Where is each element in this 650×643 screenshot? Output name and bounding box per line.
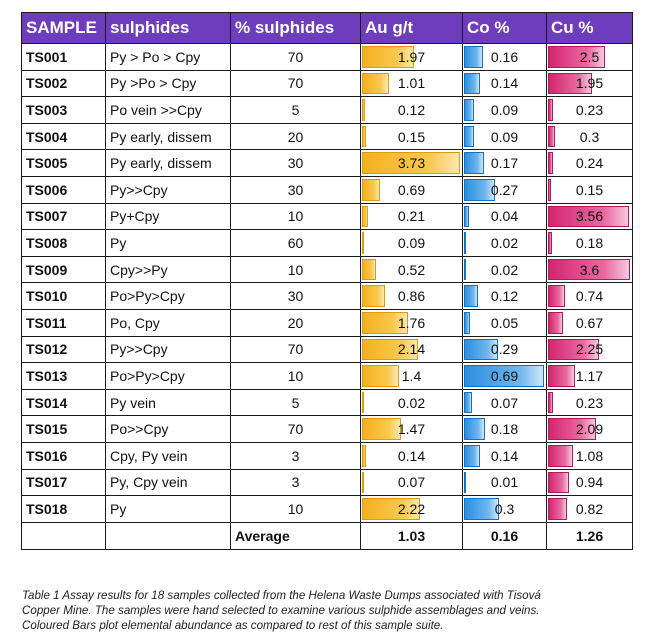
sulphide-assemblage: Py >Po > Cpy bbox=[106, 70, 231, 97]
cu-value: 0.82 bbox=[575, 500, 604, 517]
co-value: 0.69 bbox=[490, 367, 519, 384]
cu-value: 0.3 bbox=[579, 128, 600, 145]
co-value: 0.02 bbox=[490, 261, 519, 278]
co-cell bbox=[463, 203, 547, 230]
co-cell bbox=[463, 469, 547, 496]
co-cell bbox=[463, 416, 547, 443]
table-row bbox=[22, 70, 633, 97]
co-value: 0.04 bbox=[490, 208, 519, 225]
au-value: 0.02 bbox=[397, 394, 426, 411]
sulphide-assemblage: Py+Cpy bbox=[106, 203, 231, 230]
au-value: 0.52 bbox=[397, 261, 426, 278]
caption-line-1: Table 1 Assay results for 18 samples collected from the Helena Waste Dumps associated with Tisová bbox=[22, 589, 541, 602]
sulphide-assemblage: Po vein >>Cpy bbox=[106, 97, 231, 124]
sample-id: TS018 bbox=[22, 496, 106, 523]
table-row bbox=[22, 150, 633, 177]
sample-id: TS001 bbox=[22, 44, 106, 71]
sulphide-assemblage: Cpy, Py vein bbox=[106, 442, 231, 469]
average-au: 1.03 bbox=[361, 522, 463, 549]
table-row bbox=[22, 469, 633, 496]
co-value: 0.12 bbox=[490, 288, 519, 305]
co-cell bbox=[463, 44, 547, 71]
sulphide-assemblage: Po>Py>Cpy bbox=[106, 283, 231, 310]
co-value: 0.18 bbox=[490, 421, 519, 438]
co-cell bbox=[463, 150, 547, 177]
au-value: 1.4 bbox=[401, 367, 422, 384]
table-row bbox=[22, 203, 633, 230]
pct-sulphides: 3 bbox=[231, 469, 361, 496]
sample-id: TS016 bbox=[22, 442, 106, 469]
pct-sulphides: 70 bbox=[231, 70, 361, 97]
cu-value: 0.24 bbox=[575, 155, 604, 172]
cu-cell bbox=[547, 389, 633, 416]
pct-sulphides: 10 bbox=[231, 363, 361, 390]
au-value: 0.15 bbox=[397, 128, 426, 145]
au-cell bbox=[361, 256, 463, 283]
table-row bbox=[22, 442, 633, 469]
au-value: 0.69 bbox=[397, 181, 426, 198]
cu-cell bbox=[547, 496, 633, 523]
cu-cell bbox=[547, 123, 633, 150]
sulphide-assemblage: Py vein bbox=[106, 389, 231, 416]
sample-id: TS010 bbox=[22, 283, 106, 310]
sample-id: TS012 bbox=[22, 336, 106, 363]
cu-cell bbox=[547, 44, 633, 71]
cu-value: 0.67 bbox=[575, 314, 604, 331]
au-value: 1.97 bbox=[397, 48, 426, 65]
cu-cell bbox=[547, 97, 633, 124]
au-cell bbox=[361, 442, 463, 469]
au-value: 1.01 bbox=[397, 75, 426, 92]
pct-sulphides: 5 bbox=[231, 389, 361, 416]
table-row bbox=[22, 363, 633, 390]
pct-sulphides: 20 bbox=[231, 123, 361, 150]
sulphide-assemblage: Py > Po > Cpy bbox=[106, 44, 231, 71]
table-caption bbox=[22, 588, 632, 633]
sample-id: TS015 bbox=[22, 416, 106, 443]
au-value: 0.14 bbox=[397, 447, 426, 464]
assay-table-container bbox=[21, 12, 632, 550]
co-cell bbox=[463, 336, 547, 363]
co-cell bbox=[463, 283, 547, 310]
au-cell bbox=[361, 44, 463, 71]
table-row bbox=[22, 309, 633, 336]
cu-cell bbox=[547, 469, 633, 496]
table-row bbox=[22, 336, 633, 363]
cu-value: 1.17 bbox=[575, 367, 604, 384]
sample-id: TS008 bbox=[22, 230, 106, 257]
co-value: 0.05 bbox=[490, 314, 519, 331]
cu-value: 2.5 bbox=[579, 48, 600, 65]
co-value: 0.17 bbox=[490, 155, 519, 172]
table-row bbox=[22, 97, 633, 124]
pct-sulphides: 30 bbox=[231, 176, 361, 203]
cu-cell bbox=[547, 230, 633, 257]
table-row bbox=[22, 256, 633, 283]
sulphide-assemblage: Py>>Cpy bbox=[106, 176, 231, 203]
table-row bbox=[22, 416, 633, 443]
cu-value: 0.15 bbox=[575, 181, 604, 198]
cu-cell bbox=[547, 70, 633, 97]
pct-sulphides: 70 bbox=[231, 336, 361, 363]
header-au: Au g/t bbox=[361, 13, 463, 44]
sulphide-assemblage: Cpy>>Py bbox=[106, 256, 231, 283]
cu-value: 0.23 bbox=[575, 101, 604, 118]
cu-value: 0.18 bbox=[575, 234, 604, 251]
co-cell bbox=[463, 256, 547, 283]
co-cell bbox=[463, 496, 547, 523]
sulphide-assemblage: Py bbox=[106, 230, 231, 257]
au-cell bbox=[361, 70, 463, 97]
cu-value: 2.09 bbox=[575, 421, 604, 438]
pct-sulphides: 20 bbox=[231, 309, 361, 336]
sample-id: TS006 bbox=[22, 176, 106, 203]
co-cell bbox=[463, 176, 547, 203]
cu-cell bbox=[547, 416, 633, 443]
header-sulphides: sulphides bbox=[106, 13, 231, 44]
au-cell bbox=[361, 389, 463, 416]
cu-value: 0.94 bbox=[575, 474, 604, 491]
cu-value: 3.56 bbox=[575, 208, 604, 225]
au-value: 3.73 bbox=[397, 155, 426, 172]
sulphide-assemblage: Po, Cpy bbox=[106, 309, 231, 336]
sample-id: TS013 bbox=[22, 363, 106, 390]
pct-sulphides: 3 bbox=[231, 442, 361, 469]
co-cell bbox=[463, 97, 547, 124]
cu-cell bbox=[547, 150, 633, 177]
table-row bbox=[22, 123, 633, 150]
header-cu: Cu % bbox=[547, 13, 633, 44]
co-value: 0.09 bbox=[490, 101, 519, 118]
average-row bbox=[22, 522, 633, 549]
cu-value: 1.95 bbox=[575, 75, 604, 92]
average-label: Average bbox=[231, 522, 361, 549]
cu-value: 1.08 bbox=[575, 447, 604, 464]
au-cell bbox=[361, 336, 463, 363]
au-cell bbox=[361, 230, 463, 257]
au-cell bbox=[361, 150, 463, 177]
sulphide-assemblage: Py early, dissem bbox=[106, 150, 231, 177]
au-value: 2.14 bbox=[397, 341, 426, 358]
co-value: 0.16 bbox=[490, 48, 519, 65]
cu-value: 2.25 bbox=[575, 341, 604, 358]
pct-sulphides: 5 bbox=[231, 97, 361, 124]
caption-line-2: Copper Mine. The samples were hand selected to examine various sulphide assemblages and veins. bbox=[22, 604, 540, 617]
au-cell bbox=[361, 203, 463, 230]
pct-sulphides: 10 bbox=[231, 256, 361, 283]
pct-sulphides: 10 bbox=[231, 203, 361, 230]
average-co: 0.16 bbox=[463, 522, 547, 549]
table-row bbox=[22, 176, 633, 203]
pct-sulphides: 30 bbox=[231, 283, 361, 310]
co-cell bbox=[463, 230, 547, 257]
au-value: 0.86 bbox=[397, 288, 426, 305]
au-cell bbox=[361, 416, 463, 443]
average-cu: 1.26 bbox=[547, 522, 633, 549]
au-cell bbox=[361, 97, 463, 124]
pct-sulphides: 70 bbox=[231, 44, 361, 71]
au-value: 1.47 bbox=[397, 421, 426, 438]
sample-id: TS004 bbox=[22, 123, 106, 150]
co-value: 0.14 bbox=[490, 75, 519, 92]
pct-sulphides: 10 bbox=[231, 496, 361, 523]
sulphide-assemblage: Po>>Cpy bbox=[106, 416, 231, 443]
avg-empty-2 bbox=[106, 522, 231, 549]
sample-id: TS007 bbox=[22, 203, 106, 230]
table-row bbox=[22, 389, 633, 416]
pct-sulphides: 60 bbox=[231, 230, 361, 257]
cu-cell bbox=[547, 309, 633, 336]
co-value: 0.09 bbox=[490, 128, 519, 145]
sulphide-assemblage: Py bbox=[106, 496, 231, 523]
table-row bbox=[22, 230, 633, 257]
au-cell bbox=[361, 496, 463, 523]
au-cell bbox=[361, 363, 463, 390]
assay-table bbox=[21, 12, 633, 550]
table-row bbox=[22, 283, 633, 310]
co-value: 0.29 bbox=[490, 341, 519, 358]
sample-id: TS003 bbox=[22, 97, 106, 124]
cu-cell bbox=[547, 256, 633, 283]
co-cell bbox=[463, 309, 547, 336]
au-cell bbox=[361, 469, 463, 496]
au-value: 0.07 bbox=[397, 474, 426, 491]
co-cell bbox=[463, 70, 547, 97]
au-value: 2.22 bbox=[397, 500, 426, 517]
table-row bbox=[22, 496, 633, 523]
cu-cell bbox=[547, 176, 633, 203]
table-body bbox=[22, 44, 633, 523]
sample-id: TS011 bbox=[22, 309, 106, 336]
avg-empty-1 bbox=[22, 522, 106, 549]
cu-value: 0.23 bbox=[575, 394, 604, 411]
cu-value: 0.74 bbox=[575, 288, 604, 305]
au-value: 0.12 bbox=[397, 101, 426, 118]
pct-sulphides: 30 bbox=[231, 150, 361, 177]
table-row bbox=[22, 44, 633, 71]
sample-id: TS002 bbox=[22, 70, 106, 97]
cu-cell bbox=[547, 336, 633, 363]
co-value: 0.02 bbox=[490, 234, 519, 251]
co-cell bbox=[463, 123, 547, 150]
sample-id: TS005 bbox=[22, 150, 106, 177]
cu-value: 3.6 bbox=[579, 261, 600, 278]
co-cell bbox=[463, 363, 547, 390]
sample-id: TS014 bbox=[22, 389, 106, 416]
co-value: 0.01 bbox=[490, 474, 519, 491]
header-co: Co % bbox=[463, 13, 547, 44]
co-cell bbox=[463, 389, 547, 416]
au-cell bbox=[361, 176, 463, 203]
pct-sulphides: 70 bbox=[231, 416, 361, 443]
cu-cell bbox=[547, 363, 633, 390]
sulphide-assemblage: Py early, dissem bbox=[106, 123, 231, 150]
sulphide-assemblage: Po>Py>Cpy bbox=[106, 363, 231, 390]
co-value: 0.27 bbox=[490, 181, 519, 198]
au-cell bbox=[361, 309, 463, 336]
au-cell bbox=[361, 123, 463, 150]
header-row bbox=[22, 13, 633, 44]
header-pct-sulphides: % sulphides bbox=[231, 13, 361, 44]
co-value: 0.14 bbox=[490, 447, 519, 464]
cu-cell bbox=[547, 283, 633, 310]
au-value: 1.76 bbox=[397, 314, 426, 331]
co-value: 0.3 bbox=[494, 500, 515, 517]
sulphide-assemblage: Py, Cpy vein bbox=[106, 469, 231, 496]
sample-id: TS017 bbox=[22, 469, 106, 496]
au-cell bbox=[361, 283, 463, 310]
cu-cell bbox=[547, 442, 633, 469]
header-sample: SAMPLE bbox=[22, 13, 106, 44]
caption-line-3: Coloured Bars plot elemental abundance as compared to rest of this sample suite. bbox=[22, 619, 444, 632]
cu-cell bbox=[547, 203, 633, 230]
co-cell bbox=[463, 442, 547, 469]
sample-id: TS009 bbox=[22, 256, 106, 283]
sulphide-assemblage: Py>>Cpy bbox=[106, 336, 231, 363]
au-value: 0.09 bbox=[397, 234, 426, 251]
au-value: 0.21 bbox=[397, 208, 426, 225]
co-value: 0.07 bbox=[490, 394, 519, 411]
